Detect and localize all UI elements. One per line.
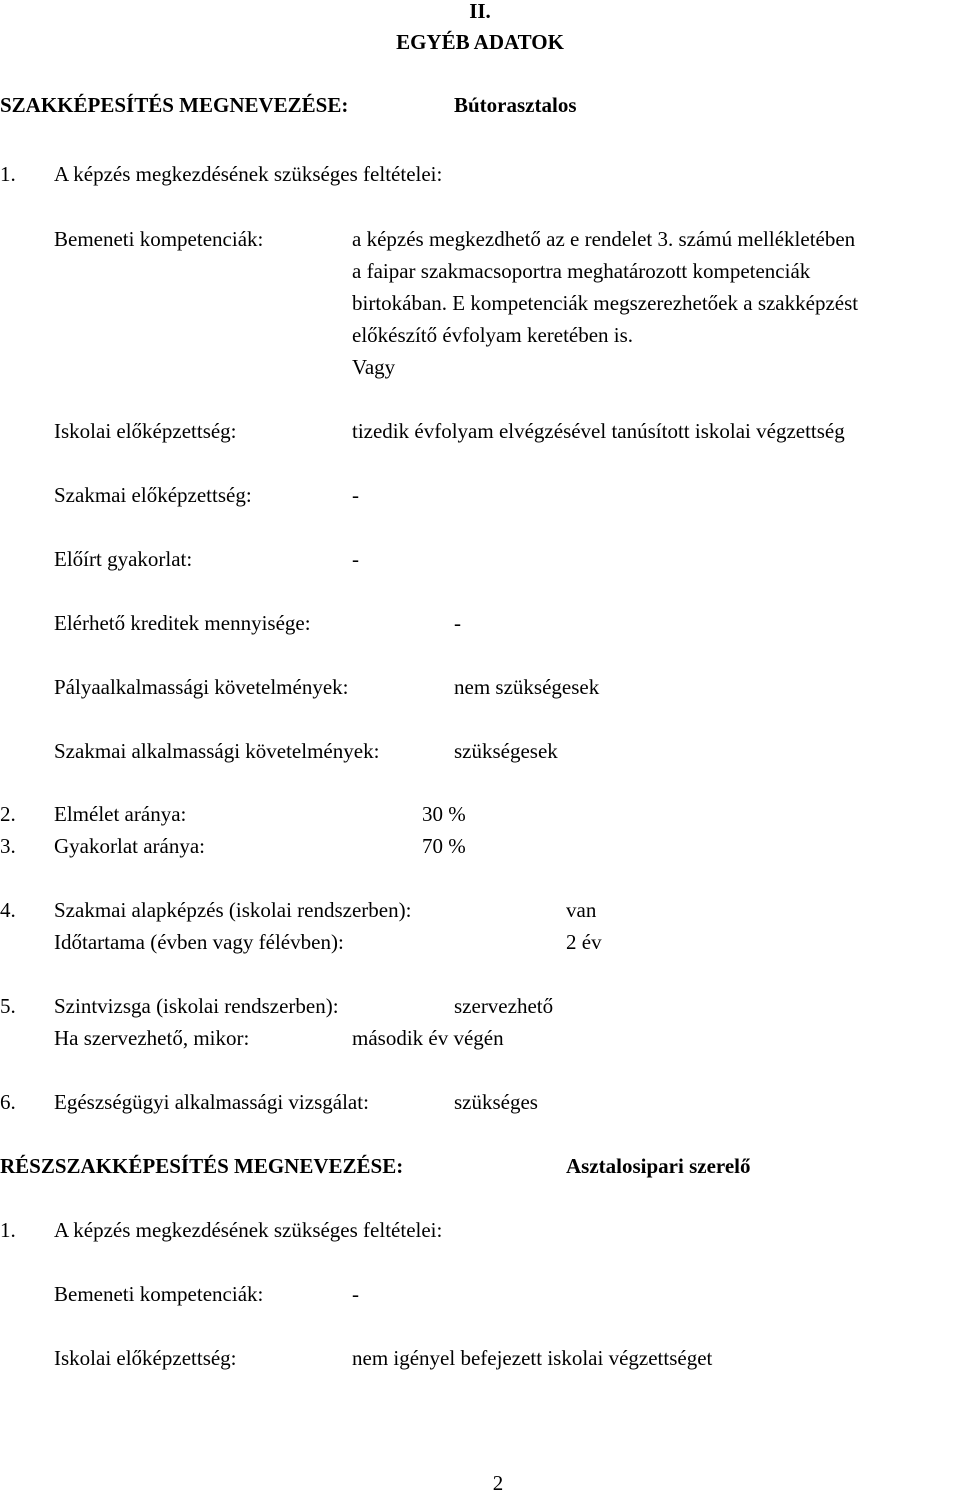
- level-exam-label: Szintvizsga (iskolai rendszerben):: [54, 994, 339, 1018]
- or-text: Vagy: [352, 355, 396, 379]
- duration-value: 2 év: [566, 930, 602, 954]
- entry-competencies-line-1: a képzés megkezdhető az e rendelet 3. számú mellékletében: [352, 227, 856, 251]
- page-number: 2: [492, 1471, 504, 1495]
- school-education-value: tizedik évfolyam elvégzésével tanúsított iskolai végzettség: [352, 419, 845, 443]
- partial-entry-competencies-label: Bemeneti kompetenciák:: [54, 1282, 264, 1306]
- required-practice-label: Előírt gyakorlat:: [54, 547, 193, 571]
- basic-training-value: van: [566, 898, 597, 922]
- partial-qualification-label: RÉSZSZAKKÉPESÍTÉS MEGNEVEZÉSE:: [0, 1154, 404, 1178]
- partial-section-1-title: A képzés megkezdésének szükséges feltételei:: [54, 1218, 443, 1242]
- duration-label: Időtartama (évben vagy félévben):: [54, 930, 344, 954]
- health-exam-label: Egészségügyi alkalmassági vizsgálat:: [54, 1090, 369, 1114]
- page-title: EGYÉB ADATOK: [396, 30, 564, 54]
- entry-competencies-line-3: birtokában. E kompetenciák megszerezhetőek a szakképzést: [352, 291, 859, 315]
- school-education-label: Iskolai előképzettség:: [54, 419, 237, 443]
- partial-section-1-number: 1.: [0, 1218, 16, 1242]
- partial-school-education-label: Iskolai előképzettség:: [54, 1346, 237, 1370]
- section-1-number: 1.: [0, 162, 16, 186]
- career-requirements-value: nem szükségesek: [454, 675, 600, 699]
- section-3-number: 3.: [0, 834, 16, 858]
- entry-competencies-line-4: előkészítő évfolyam keretében is.: [352, 323, 634, 347]
- partial-qualification-value: Asztalosipari szerelő: [566, 1154, 751, 1178]
- partial-school-education-value: nem igényel befejezett iskolai végzettséget: [352, 1346, 713, 1370]
- credits-value: -: [454, 611, 461, 635]
- section-1-title: A képzés megkezdésének szükséges feltételei:: [54, 162, 443, 186]
- section-6-number: 6.: [0, 1090, 16, 1114]
- theory-ratio-label: Elmélet aránya:: [54, 802, 187, 826]
- level-exam-when-value: második év végén: [352, 1026, 504, 1050]
- theory-ratio-value: 30 %: [422, 802, 466, 826]
- basic-training-label: Szakmai alapképzés (iskolai rendszerben):: [54, 898, 412, 922]
- partial-entry-competencies-value: -: [352, 1282, 359, 1306]
- section-4-number: 4.: [0, 898, 16, 922]
- qualification-label: SZAKKÉPESÍTÉS MEGNEVEZÉSE:: [0, 93, 349, 117]
- level-exam-when-label: Ha szervezhető, mikor:: [54, 1026, 250, 1050]
- skill-requirements-label: Szakmai alkalmassági követelmények:: [54, 739, 380, 763]
- required-practice-value: -: [352, 547, 359, 571]
- qualification-value: Bútorasztalos: [454, 93, 577, 117]
- section-roman-numeral: II.: [469, 0, 491, 23]
- section-2-number: 2.: [0, 802, 16, 826]
- practice-ratio-label: Gyakorlat aránya:: [54, 834, 206, 858]
- level-exam-value: szervezhető: [454, 994, 554, 1018]
- practice-ratio-value: 70 %: [422, 834, 466, 858]
- credits-label: Elérhető kreditek mennyisége:: [54, 611, 311, 635]
- skill-requirements-value: szükségesek: [454, 739, 558, 763]
- professional-education-label: Szakmai előképzettség:: [54, 483, 252, 507]
- entry-competencies-line-2: a faipar szakmacsoportra meghatározott kompetenciák: [352, 259, 811, 283]
- entry-competencies-label: Bemeneti kompetenciák:: [54, 227, 264, 251]
- professional-education-value: -: [352, 483, 359, 507]
- health-exam-value: szükséges: [454, 1090, 538, 1114]
- section-5-number: 5.: [0, 994, 16, 1018]
- career-requirements-label: Pályaalkalmassági követelmények:: [54, 675, 349, 699]
